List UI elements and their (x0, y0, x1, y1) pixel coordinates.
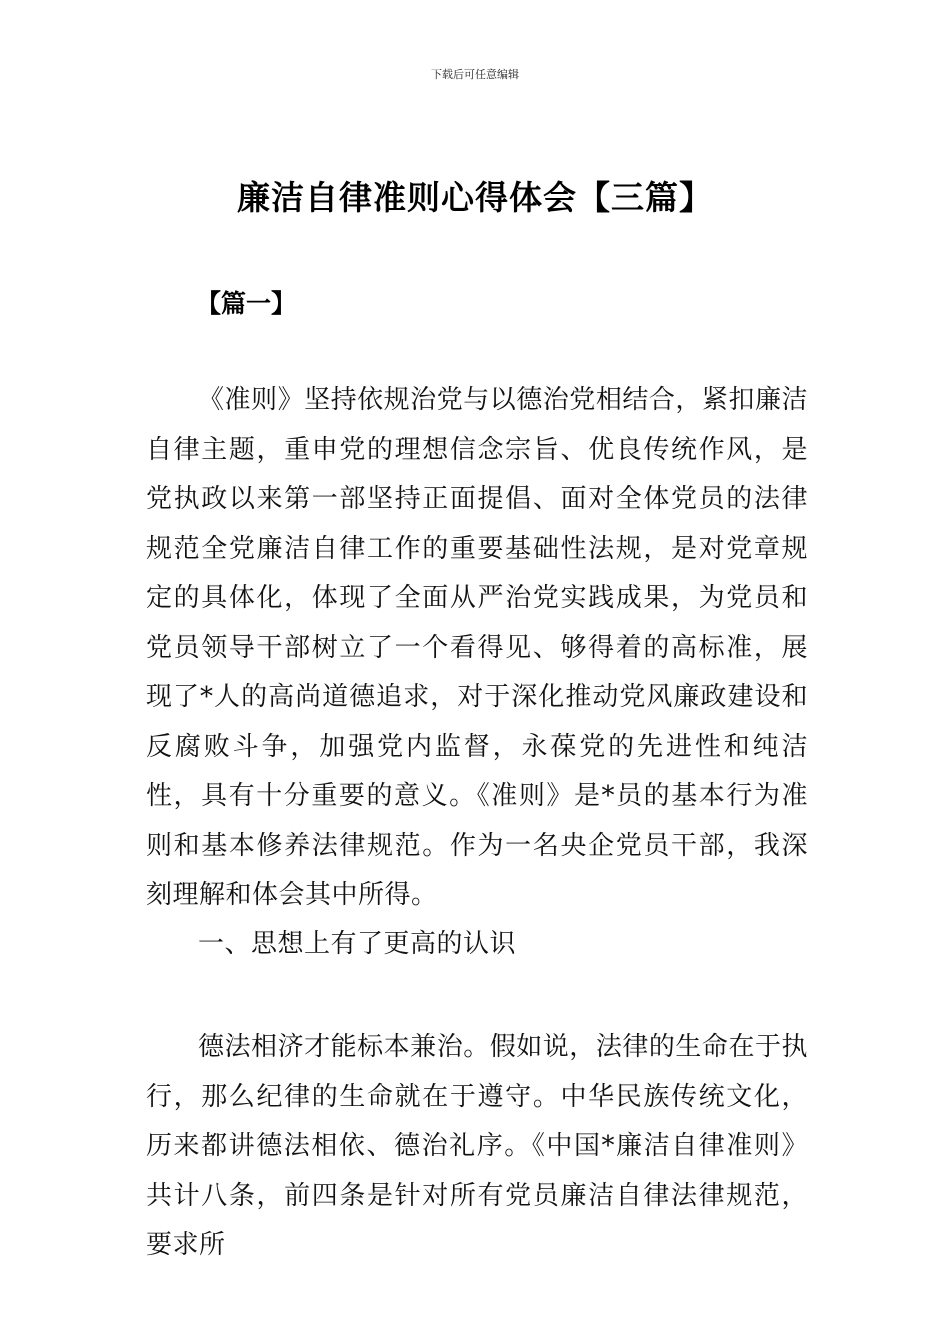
section-heading: 一、思想上有了更高的认识 (198, 929, 517, 959)
body-paragraph: 《准则》坚持依规治党与以德治党相结合，紧扣廉洁自律主题，重申党的理想信念宗旨、优良传统作风，是党执政以来第一部坚持正面提倡、面对全体党员的法律规范全党廉洁自律工作的重要基础性法规，是对党章规定的具体化，体现了全面从严治党实践成果，为党员和党员领导干部树立了一个看得见、够得着的高标准，展现了*人的高尚道德追求，对于深化推动党风廉政建设和反腐败斗争，加强党内监督，永葆党的先进性和纯洁性，具有十分重要的意义。《准则》是*员的基本行为准则和基本修养法律规范。作为一名央企党员干部，我深刻理解和体会其中所得。 (146, 385, 808, 910)
header-note: 下载后可任意编辑 (431, 68, 519, 81)
document-title: 廉洁自律准则心得体会【三篇】 (237, 178, 713, 217)
section-label: 【篇一】 (196, 289, 297, 318)
body-paragraph: 德法相济才能标本兼治。假如说，法律的生命在于执行，那么纪律的生命就在于遵守。中华民族传统文化，历来都讲德法相依、德治礼序。《中国*廉洁自律准则》共计八条，前四条是针对所有党员廉洁自律法律规范，要求所 (146, 1032, 808, 1260)
